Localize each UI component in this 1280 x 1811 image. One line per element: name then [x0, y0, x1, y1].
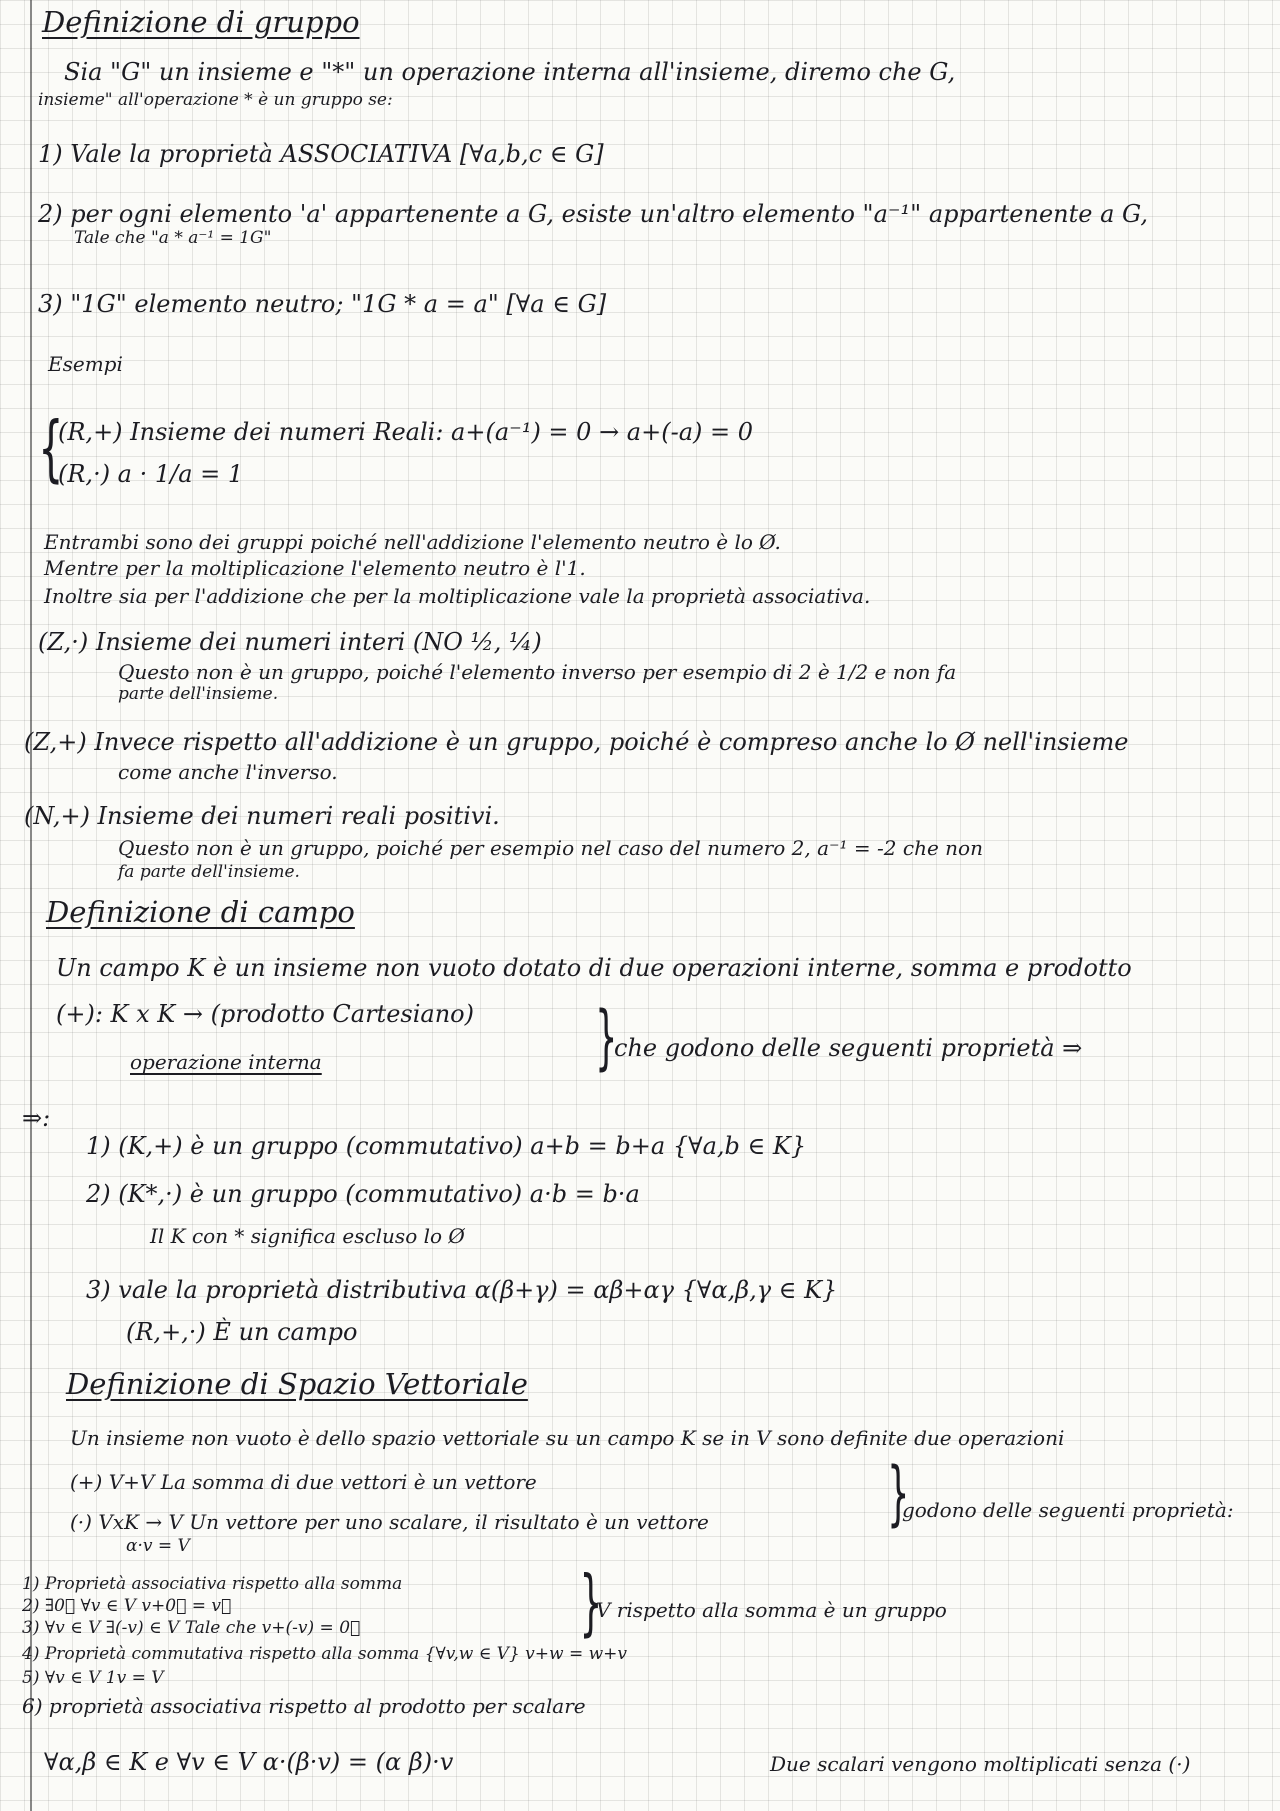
z-plus-2: come anche l'inverso.	[118, 760, 338, 784]
spazio-godono: godono delle seguenti proprietà:	[902, 1498, 1234, 1522]
campo-prop-1: 1) (K,+) è un gruppo (commutativo) a+b = b+a {∀a,b ∈ K}	[86, 1132, 807, 1160]
spazio-p2: 2) ∃0⃗ ∀v ∈ V v+0⃗ = v⃗	[22, 1596, 232, 1616]
spazio-p5: 5) ∀v ∈ V 1v = V	[22, 1668, 164, 1688]
campo-intro: Un campo K è un insieme non vuoto dotato di due operazioni interne, somma e prodotto	[56, 954, 1132, 982]
campo-title: Definizione di campo	[46, 895, 355, 929]
campo-godono: che godono delle seguenti proprietà ⇒	[614, 1034, 1083, 1062]
spazio-p1: 1) Proprietà associativa rispetto alla somma	[22, 1574, 403, 1594]
n-plus-2: Questo non è un gruppo, poiché per esempio nel caso del numero 2, a⁻¹ = -2 che non	[118, 836, 983, 860]
example-r-dot: (R,·) a · 1/a = 1	[58, 460, 244, 488]
entrambi-2: Mentre per la moltiplicazione l'elemento neutro è l'1.	[44, 556, 586, 580]
z-dot-2: Questo non è un gruppo, poiché l'elemento inverso per esempio di 2 è 1/2 e non fa	[118, 660, 957, 684]
gruppo-prop-3: 3) "1G" elemento neutro; "1G * a = a" [∀a ∈ G]	[38, 290, 607, 318]
n-plus-3: fa parte dell'insieme.	[118, 862, 300, 882]
spazio-p6-note: Due scalari vengono moltiplicati senza (·)	[770, 1752, 1191, 1776]
campo-prop-2-note: Il K con * significa escluso lo Ø	[150, 1224, 465, 1248]
spazio-intro: Un insieme non vuoto è dello spazio vettoriale su un campo K se in V sono definite due operazioni	[70, 1426, 1065, 1450]
spazio-p3: 3) ∀v ∈ V ∃(-v) ∈ V Tale che v+(-v) = 0⃗	[22, 1618, 361, 1638]
campo-prop-2: 2) (K*,·) è un gruppo (commutativo) a·b = b·a	[86, 1180, 640, 1208]
spazio-p4: 4) Proprietà commutativa rispetto alla somma {∀v,w ∈ V} v+w = w+v	[22, 1644, 628, 1664]
spazio-title: Definizione di Spazio Vettoriale	[66, 1367, 528, 1401]
spazio-op-dot-2: α·v = V	[126, 1536, 190, 1556]
campo-op-plus: (+): K x K → (prodotto Cartesiano)	[56, 1000, 474, 1028]
spazio-ops-brace: }	[887, 1452, 910, 1534]
campo-arrow: ⇒:	[22, 1104, 51, 1132]
spazio-op-plus: (+) V+V La somma di due vettori è un vettore	[70, 1470, 537, 1494]
z-dot-3: parte dell'insieme.	[118, 684, 279, 704]
gruppo-title: Definizione di gruppo	[42, 5, 360, 39]
campo-op-label: operazione interna	[130, 1050, 322, 1074]
n-plus-1: (N,+) Insieme dei numeri reali positivi.	[24, 802, 500, 830]
example-r-plus: (R,+) Insieme dei numeri Reali: a+(a⁻¹) = 0 → a+(-a) = 0	[58, 418, 754, 446]
examples-brace: {	[38, 406, 64, 490]
entrambi-1: Entrambi sono dei gruppi poiché nell'addizione l'elemento neutro è lo Ø.	[44, 530, 781, 554]
z-dot-1: (Z,·) Insieme dei numeri interi (NO ½, ¼)	[38, 628, 542, 656]
campo-example: (R,+,·) È un campo	[126, 1318, 358, 1346]
campo-prop-3: 3) vale la proprietà distributiva α(β+γ) = αβ+αγ {∀α,β,γ ∈ K}	[86, 1276, 838, 1304]
gruppo-prop-2b: Tale che "a * a⁻¹ = 1G"	[74, 228, 272, 248]
spazio-p123-brace: }	[579, 1560, 603, 1644]
spazio-p123-note: V rispetto alla somma è un gruppo	[596, 1598, 947, 1622]
gruppo-prop-1: 1) Vale la proprietà ASSOCIATIVA [∀a,b,c ∈ G]	[38, 140, 604, 168]
spazio-p6-formula: ∀α,β ∈ K e ∀v ∈ V α·(β·v) = (α β)·v	[44, 1748, 454, 1776]
z-plus-1: (Z,+) Invece rispetto all'addizione è un gruppo, poiché è compreso anche lo Ø nell'insieme	[24, 728, 1129, 756]
entrambi-3: Inoltre sia per l'addizione che per la moltiplicazione vale la proprietà associativa.	[44, 584, 871, 608]
campo-brace: }	[595, 996, 618, 1078]
gruppo-intro-1: Sia "G" un insieme e "*" un operazione interna all'insieme, diremo che G,	[64, 58, 956, 86]
margin-line	[30, 0, 32, 1811]
spazio-op-dot: (·) VxK → V Un vettore per uno scalare, il risultato è un vettore	[70, 1510, 709, 1534]
gruppo-intro-2: insieme" all'operazione * è un gruppo se:	[38, 90, 393, 110]
spazio-p6: 6) proprietà associativa rispetto al prodotto per scalare	[22, 1694, 586, 1718]
esempi-label: Esempi	[48, 352, 123, 376]
gruppo-prop-2: 2) per ogni elemento 'a' appartenente a G, esiste un'altro elemento "a⁻¹" appartenente a G,	[38, 200, 1148, 228]
